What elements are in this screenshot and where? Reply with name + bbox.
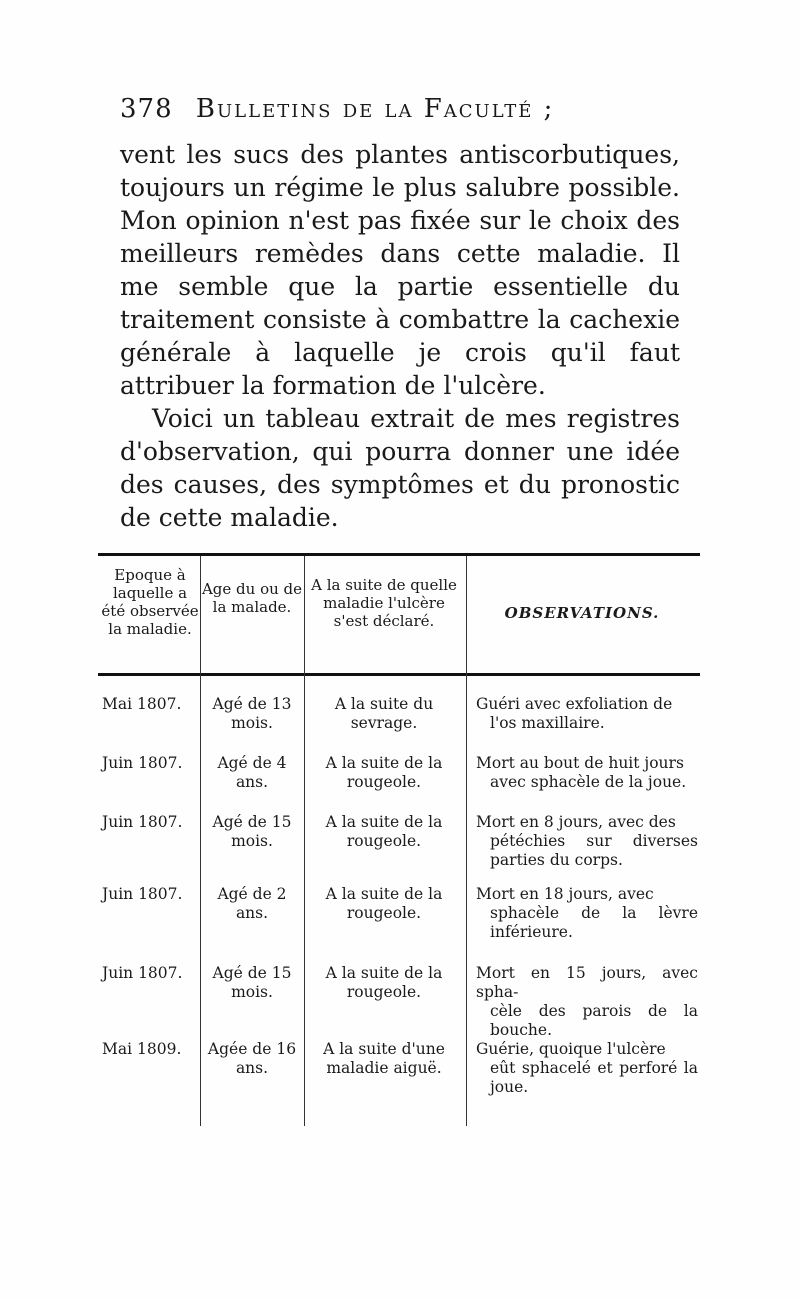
- paragraph-2: Voici un tableau extrait de mes registres d'observation, qui pourra donner une idée des causes, des symptômes et du pronostic de cette maladie.: [120, 404, 680, 532]
- row-date: Juin 1807.: [102, 754, 183, 772]
- body-text: [120, 138, 680, 534]
- row-observation: [476, 695, 698, 733]
- observation-line: Guéri avec exfoliation de: [476, 695, 673, 713]
- row-age: Agée de 16 ans.: [207, 1040, 297, 1077]
- row-cause: A la suite du sevrage.: [334, 695, 434, 732]
- header-date: Epoque à laquelle a été observée la maladie.: [101, 566, 199, 638]
- row-observation: [476, 1040, 698, 1097]
- observation-line: Mort en 18 jours, avec: [476, 885, 654, 903]
- row-cause: A la suite de la rougeole.: [325, 964, 443, 1001]
- row-date: Juin 1807.: [102, 885, 183, 903]
- table-top-rule: [98, 553, 700, 556]
- row-date: Mai 1807.: [102, 695, 182, 713]
- observation-line: Guérie, quoique l'ulcère: [476, 1040, 666, 1058]
- paragraph-1: vent les sucs des plantes antiscorbutiques, toujours un régime le plus salubre possible. Mon opinion n'est pas fixée sur le choix des meilleurs remèdes dans cette maladie. Il me semble que la partie essentielle du traitement consiste à combattre la cachexie générale à laquelle je crois qu'il faut attribuer la formation de l'ulcère.: [120, 140, 680, 400]
- observation-continuation: eût sphacelé et perforé la joue.: [490, 1059, 698, 1096]
- row-observation: [476, 813, 698, 870]
- column-divider: [200, 556, 201, 1126]
- observation-continuation: pétéchies sur diverses parties du corps.: [490, 832, 698, 869]
- page-number: 378: [120, 94, 173, 124]
- observation-continuation: cèle des parois de la bouche.: [490, 1002, 698, 1039]
- row-cause: A la suite de la rougeole.: [325, 813, 443, 850]
- row-observation: [476, 754, 698, 792]
- row-cause: A la suite de la rougeole.: [325, 885, 443, 922]
- row-date: Mai 1809.: [102, 1040, 182, 1058]
- table-header-rule: [98, 673, 700, 676]
- row-observation: [476, 964, 698, 1040]
- observation-continuation: avec sphacèle de la joue.: [490, 773, 687, 791]
- row-cause: A la suite de la rougeole.: [325, 754, 443, 791]
- row-age: Agé de 4 ans.: [217, 754, 287, 791]
- running-header: [120, 94, 680, 124]
- row-cause: A la suite d'une maladie aiguë.: [323, 1040, 445, 1077]
- row-date: Juin 1807.: [102, 964, 183, 982]
- running-title: Bulletins de la Faculté ;: [195, 94, 555, 124]
- header-age: Age du ou de la malade.: [201, 580, 303, 616]
- observation-continuation: l'os maxillaire.: [490, 714, 605, 732]
- row-age: Agé de 2 ans.: [217, 885, 287, 922]
- observation-line: Mort en 8 jours, avec des: [476, 813, 676, 831]
- row-date: Juin 1807.: [102, 813, 183, 831]
- row-observation: [476, 885, 698, 942]
- row-age: Agé de 13 mois.: [212, 695, 292, 732]
- row-age: Agé de 15 mois.: [212, 964, 292, 1001]
- header-observations: OBSERVATIONS.: [504, 604, 660, 622]
- header-cause: A la suite de quelle maladie l'ulcère s'est déclaré.: [311, 576, 457, 630]
- column-divider: [466, 556, 467, 1126]
- observation-continuation: sphacèle de la lèvre inférieure.: [490, 904, 698, 941]
- observation-line: Mort en 15 jours, avec spha-: [476, 964, 698, 1001]
- row-age: Agé de 15 mois.: [212, 813, 292, 850]
- column-divider: [304, 556, 305, 1126]
- observation-line: Mort au bout de huit jours: [476, 754, 684, 772]
